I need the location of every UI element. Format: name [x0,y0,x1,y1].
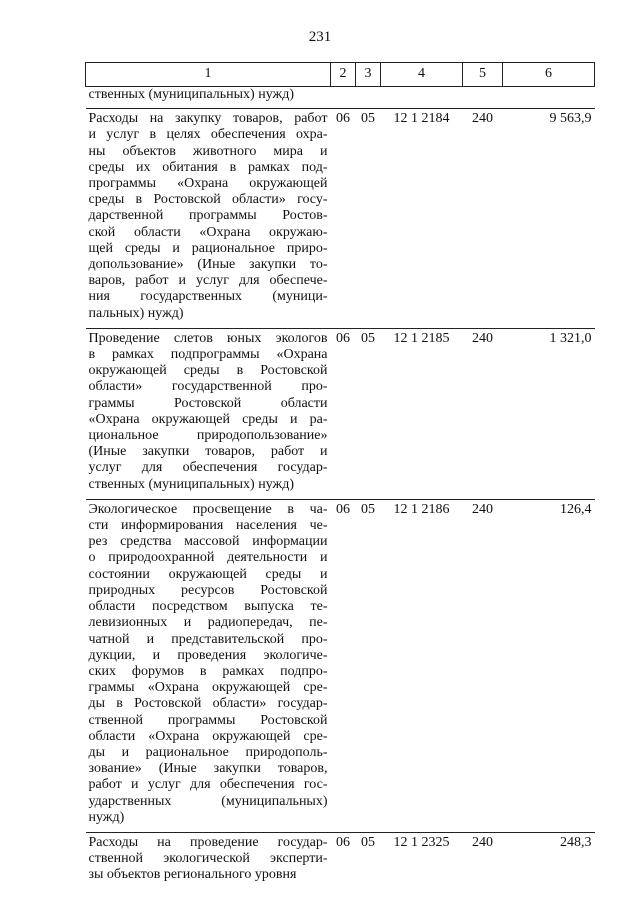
expense-type-code: 240 [463,832,503,889]
section-code: 06 [331,109,356,329]
description-line: нужд) [88,809,125,825]
page-number: 231 [308,29,332,45]
description-line: ния государственных (муници- [88,289,328,305]
column-header-1: 1 [86,63,331,87]
subsection-code: 05 [356,109,381,329]
description-line: среды их обитания в рамках под- [88,159,328,175]
column-header-3: 3 [356,63,381,87]
column-header-4: 4 [381,63,463,87]
description-line: ударственных (муниципальных) [88,793,328,809]
expense-type-code: 240 [463,328,503,499]
description-line: дукции, и проведения экологиче- [88,647,328,663]
target-article-code: 12 1 2184 [381,109,463,329]
description-line: дарственной программы Ростов- [88,208,328,224]
empty-cell [381,87,463,109]
amount-value: 248,3 [503,832,595,889]
description-line: ды в Ростовской области» государ- [88,696,328,712]
description-line: ственных (муниципальных) нужд) [88,476,294,492]
subsection-code: 05 [356,499,381,832]
section-code: 06 [331,832,356,889]
target-article-code: 12 1 2185 [381,328,463,499]
table-row [86,832,595,889]
description-line: области посредством выпуска те- [88,599,328,615]
description-line: области «Охрана окружающей сре- [88,728,328,744]
description-line: области» государственной про- [88,379,328,395]
description-line: состоянии окружающей среды и [88,566,328,582]
description-line: Экологическое просвещение в ча- [88,501,328,517]
empty-cell [503,87,595,109]
table-row [86,328,595,499]
column-header-2: 2 [331,63,356,87]
row-description [86,109,331,329]
amount-value: 9 563,9 [503,109,595,329]
description-line: окружающей среды в Ростовской [88,363,328,379]
description-line: зование» (Иные закупки товаров, [88,761,328,777]
description-line: варов, работ и услуг для обеспече- [88,273,328,289]
description-line: Проведение слетов юных экологов [88,330,328,346]
description-line: щей среды и рациональное приро- [88,240,328,256]
description-line: допользование» (Иные закупки то- [88,257,328,273]
description-line: услуг для обеспечения государ- [88,460,328,476]
header-row [86,63,595,87]
description-line: ны объектов животного мира и [88,143,328,159]
description-line: сти информирования населения че- [88,518,328,534]
description-line: пальных) нужд) [88,305,184,321]
budget-table [85,62,595,890]
subsection-code: 05 [356,832,381,889]
empty-cell [356,87,381,109]
description-line: ственной программы Ростовской [88,712,328,728]
description-line: зы объектов регионального уровня [88,867,297,883]
description-line: ских форумов в рамках подпро- [88,663,328,679]
description-line: левизионных и радиопередач, пе- [88,615,328,631]
description-line: и услуг в целях обеспечения охра- [88,127,328,143]
target-article-code: 12 1 2325 [381,832,463,889]
description-line: природных ресурсов Ростовской [88,582,328,598]
description-line: среды в Ростовской области» госу- [88,192,328,208]
description-line: Расходы на закупку товаров, работ [88,111,328,127]
empty-cell [331,87,356,109]
column-header-5: 5 [463,63,503,87]
description-line: «Охрана окружающей среды и ра- [88,411,328,427]
expense-type-code: 240 [463,109,503,329]
description-line: граммы «Охрана окружающей сре- [88,680,328,696]
description-line: циональное природопользование» [88,428,328,444]
empty-cell [463,87,503,109]
amount-value: 126,4 [503,499,595,832]
subsection-code: 05 [356,328,381,499]
column-header-6: 6 [503,63,595,87]
expense-type-code: 240 [463,499,503,832]
carry-over-text: ственных (муниципальных) нужд) [88,87,294,102]
description-line: ственной экологической эксперти- [88,851,328,867]
description-line: Расходы на проведение государ- [88,834,328,850]
description-line: рез средства массовой информации [88,534,328,550]
section-code: 06 [331,328,356,499]
section-code: 06 [331,499,356,832]
description-line: в рамках подпрограммы «Охрана [88,347,328,363]
row-description [86,328,331,499]
description-line: работ и услуг для обеспечения гос- [88,777,328,793]
row-description [86,499,331,832]
description-line: ды и рациональное природополь- [88,744,328,760]
description-line: ской области «Охрана окружаю- [88,224,328,240]
description-line: граммы Ростовской области [88,395,328,411]
description-line: (Иные закупки товаров, работ и [88,444,328,460]
description-line: чатной и представительской про- [88,631,328,647]
description-line: о природоохранной деятельности и [88,550,328,566]
target-article-code: 12 1 2186 [381,499,463,832]
table-header [86,63,595,87]
amount-value: 1 321,0 [503,328,595,499]
table-body [86,87,595,890]
table-row [86,109,595,329]
row-description [86,832,331,889]
description-line: программы «Охрана окружающей [88,176,328,192]
carry-over-row [86,87,595,109]
table-row [86,499,595,832]
